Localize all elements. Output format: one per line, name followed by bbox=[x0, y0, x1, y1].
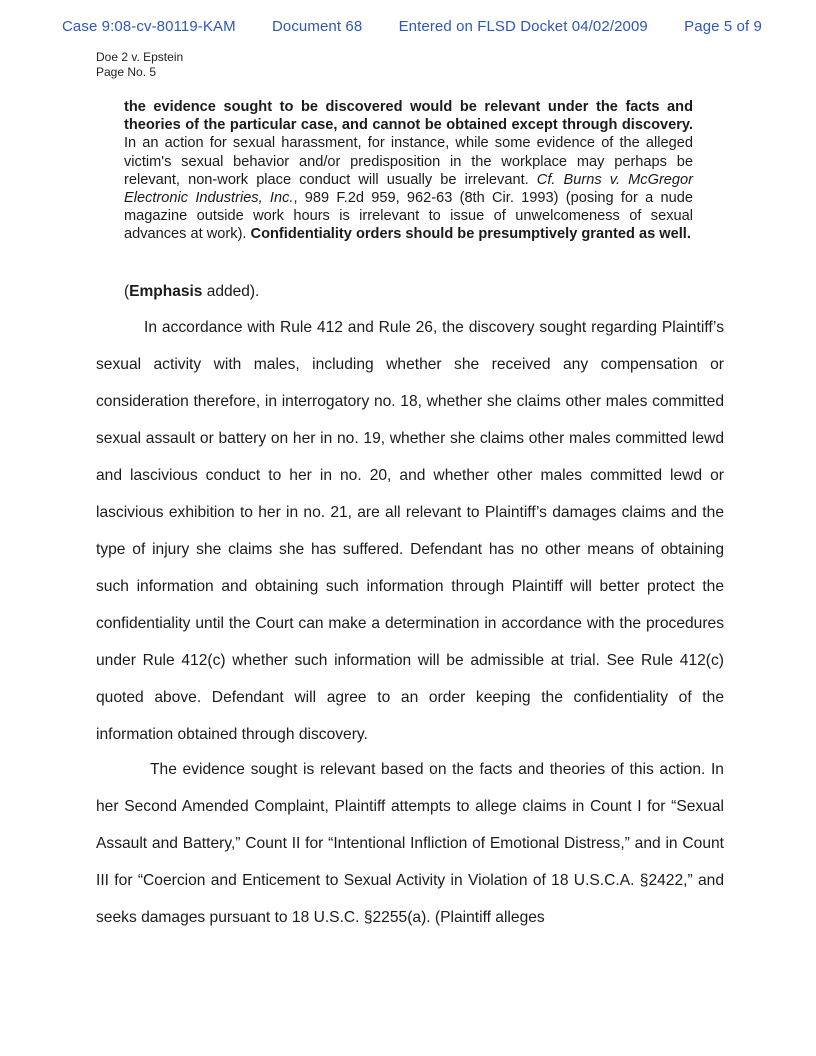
emphasis-word: Emphasis bbox=[129, 283, 203, 300]
quote-text-continued: , 989 F.2d 959, 962-63 (8th Cir. 1993) (posing for a nude magazine outside work hours is irrelevant to issue of unwelcomeness of sexual advances at work). bbox=[124, 190, 693, 243]
body-paragraph-1 bbox=[96, 309, 724, 753]
document-number: Document 68 bbox=[271, 18, 363, 35]
block-quote bbox=[124, 98, 693, 244]
case-number: Case 9:08-cv-80119-KAM bbox=[62, 18, 236, 35]
caption-title: Doe 2 v. Epstein bbox=[96, 50, 184, 64]
quote-text: In an action for sexual harassment, for instance, while some evidence of the alleged victim's sexual behavior and/or predisposition in the workplace may perhaps be relevant, non-work place conduct will usually be irrelevant. bbox=[124, 135, 693, 188]
paragraph-2-text: The evidence sought is relevant based on the facts and theories of this action. In her Second Amended Complaint, Plaintiff attempts to allege claims in Count I for “Sexual Assault and Battery,” Count II for “Intentional Infliction of Emotional Distress,” and in Count III for “Coercion and Enticement to Sexual Activity in Violation of 18 U.S.C.A. §2422,” and seeks damages pursuant to 18 U.S.C. §2255(a). (Plaintiff alleges bbox=[96, 761, 724, 926]
page-indicator: Page 5 of 9 bbox=[684, 18, 762, 35]
caption-page-number: Page No. 5 bbox=[96, 65, 157, 79]
court-filing-header bbox=[62, 18, 762, 35]
docket-entry-date: Entered on FLSD Docket 04/02/2009 bbox=[398, 18, 648, 35]
emphasis-note: (Emphasis added). bbox=[124, 283, 260, 300]
case-citation: Cf. Burns v. McGregor Electronic Industries, Inc. bbox=[124, 171, 694, 207]
paragraph-1-text: In accordance with Rule 412 and Rule 26, the discovery sought regarding Plaintiff’s sexual activity with males, including whether she received any compensation or consideration therefore, in interrogatory no. 18, whether she claims other males committed sexual assault or battery on her in no. 19, whether she claims other males committed lewd and lascivious conduct to her in no. 20, and whether other males committed lewd or lascivious exhibition to her in no. 21, are all relevant to Plaintiff’s damages claims and the type of injury she claims she has suffered. Defendant has no other means of obtaining such information and obtaining such information through Plaintiff will better protect the confidentiality until the Court can make a determination in accordance with the procedures under Rule 412(c) whether such information will be admissible at trial. See Rule 412(c) quoted above. Defendant will agree to an order keeping the confidentiality of the information obtained through discovery. bbox=[96, 319, 724, 743]
case-caption bbox=[96, 50, 183, 80]
body-paragraph-2 bbox=[96, 751, 724, 936]
quote-bold-conclusion: Confidentiality orders should be presumptively granted as well. bbox=[250, 226, 691, 243]
quote-bold-lead: the evidence sought to be discovered would be relevant under the facts and theories of the particular case, and cannot be obtained except through discovery. bbox=[124, 99, 693, 134]
